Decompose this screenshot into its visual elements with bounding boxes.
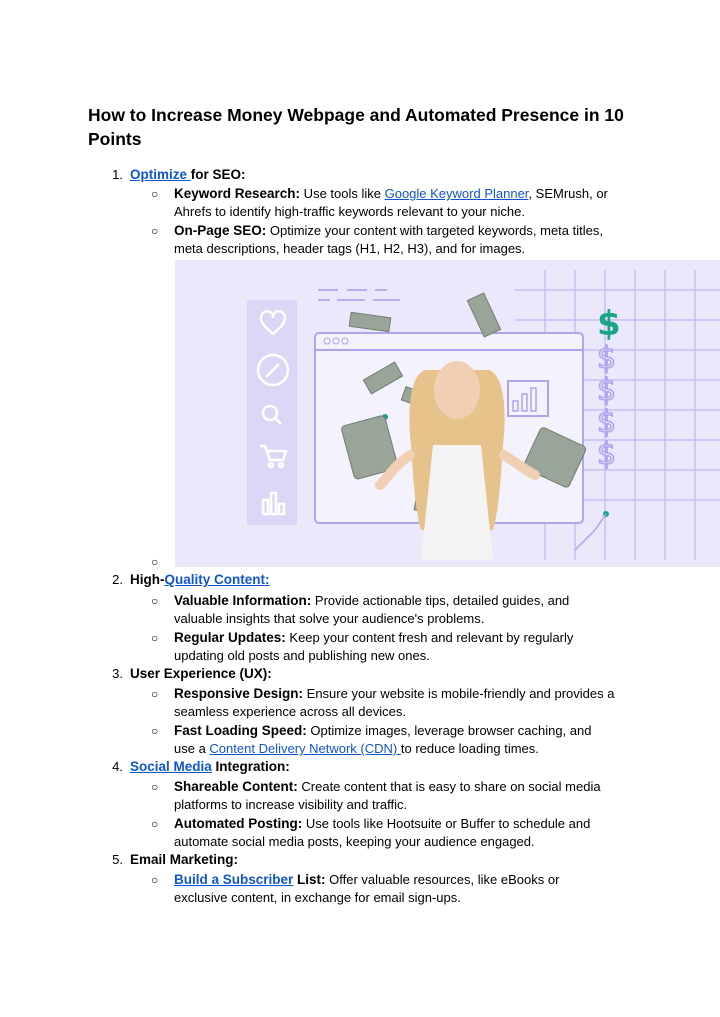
list-item xyxy=(130,665,272,683)
list-item xyxy=(174,629,573,647)
svg-text:$: $ xyxy=(597,341,617,376)
bullet-glyph: ○ xyxy=(151,631,159,645)
list-item xyxy=(174,222,603,240)
bullet-label: Automated Posting: xyxy=(174,816,303,831)
bullet-glyph: ○ xyxy=(151,817,159,831)
bullet-text: meta descriptions, header tags (H1, H2, H3), and for images. xyxy=(174,241,526,256)
bullet-text: exclusive content, in exchange for email sign-ups. xyxy=(174,890,461,905)
bullet-text: Ensure your website is mobile-friendly and provides a xyxy=(303,686,615,701)
social-media-link[interactable]: Social Media xyxy=(130,759,212,774)
list-item xyxy=(174,740,539,758)
bullet-glyph: ○ xyxy=(151,224,159,238)
bullet-label: Responsive Design: xyxy=(174,686,304,701)
bullet-text: Ahrefs to identify high-traffic keywords relevant to your niche. xyxy=(174,204,525,219)
list-number: 2. xyxy=(112,572,123,587)
list-item xyxy=(130,758,290,776)
quality-content-link[interactable]: Quality Content: xyxy=(164,572,270,587)
bullet-text: use a xyxy=(174,741,210,756)
bullet-glyph: ○ xyxy=(151,873,159,887)
list-item xyxy=(174,871,559,889)
list-item xyxy=(174,185,608,203)
document-title: How to Increase Money Webpage and Automated Presence in 10 Points xyxy=(88,105,624,149)
bullet-glyph: ○ xyxy=(151,780,159,794)
bullet-label: List: xyxy=(293,872,326,887)
bullet-label: Fast Loading Speed: xyxy=(174,723,307,738)
bullet-glyph: ○ xyxy=(151,594,159,608)
list-item xyxy=(174,592,569,610)
bullet-label: Shareable Content: xyxy=(174,779,298,794)
bullet-text: seamless experience across all devices. xyxy=(174,704,406,719)
list-item-label: User Experience (UX): xyxy=(130,666,272,681)
bullet-glyph: ○ xyxy=(151,687,159,701)
svg-text:$: $ xyxy=(597,373,617,408)
list-item xyxy=(130,851,238,869)
svg-text:$: $ xyxy=(597,437,617,472)
bullet-glyph: ○ xyxy=(151,555,159,569)
build-subscriber-link[interactable]: Build a Subscriber xyxy=(174,872,294,887)
bullet-label: Valuable Information: xyxy=(174,593,312,608)
list-item xyxy=(130,571,270,589)
list-item-label: High- xyxy=(130,572,165,587)
list-number: 3. xyxy=(112,666,123,681)
list-item xyxy=(174,815,590,833)
bullet-text: Offer valuable resources, like eBooks or xyxy=(325,872,560,887)
svg-text:$: $ xyxy=(597,304,621,344)
list-item xyxy=(174,778,601,796)
list-item-label: Integration: xyxy=(211,759,290,774)
bullet-text: Provide actionable tips, detailed guides, and xyxy=(311,593,570,608)
bullet-text: Use tools like xyxy=(300,186,385,201)
bullet-text: platforms to increase visibility and traffic. xyxy=(174,797,408,812)
bullet-text: Use tools like Hootsuite or Buffer to schedule and xyxy=(302,816,591,831)
hero-image xyxy=(175,260,720,567)
bullet-text: Optimize images, leverage browser caching, and xyxy=(306,723,592,738)
bullet-text: automate social media posts, keeping your audience engaged. xyxy=(174,834,535,849)
bullet-label: On-Page SEO: xyxy=(174,223,267,238)
list-item-label: Email Marketing: xyxy=(130,852,239,867)
list-item xyxy=(130,166,246,184)
bullet-text: to reduce loading times. xyxy=(400,741,539,756)
list-item xyxy=(174,722,591,740)
bullet-glyph: ○ xyxy=(151,724,159,738)
bullet-text: Optimize your content with targeted keywords, meta titles, xyxy=(266,223,603,238)
cdn-link[interactable]: Content Delivery Network (CDN) xyxy=(209,741,401,756)
list-number: 5. xyxy=(112,852,123,867)
bullet-text: Create content that is easy to share on social media xyxy=(297,779,601,794)
bullet-glyph: ○ xyxy=(151,187,159,201)
bullet-text: updating old posts and publishing new ones. xyxy=(174,648,430,663)
optimize-link[interactable]: Optimize xyxy=(130,167,191,182)
list-number: 1. xyxy=(112,167,123,182)
bullet-text: , SEMrush, or xyxy=(528,186,608,201)
google-keyword-planner-link[interactable]: Google Keyword Planner xyxy=(384,186,529,201)
bullet-text: valuable insights that solve your audience's problems. xyxy=(174,611,485,626)
list-item-label: for SEO: xyxy=(190,167,246,182)
svg-text:$: $ xyxy=(597,405,617,440)
bullet-label: Regular Updates: xyxy=(174,630,286,645)
bullet-text: Keep your content fresh and relevant by regularly xyxy=(285,630,574,645)
list-item xyxy=(174,685,614,703)
bullet-label: Keyword Research: xyxy=(174,186,301,201)
list-number: 4. xyxy=(112,759,123,774)
